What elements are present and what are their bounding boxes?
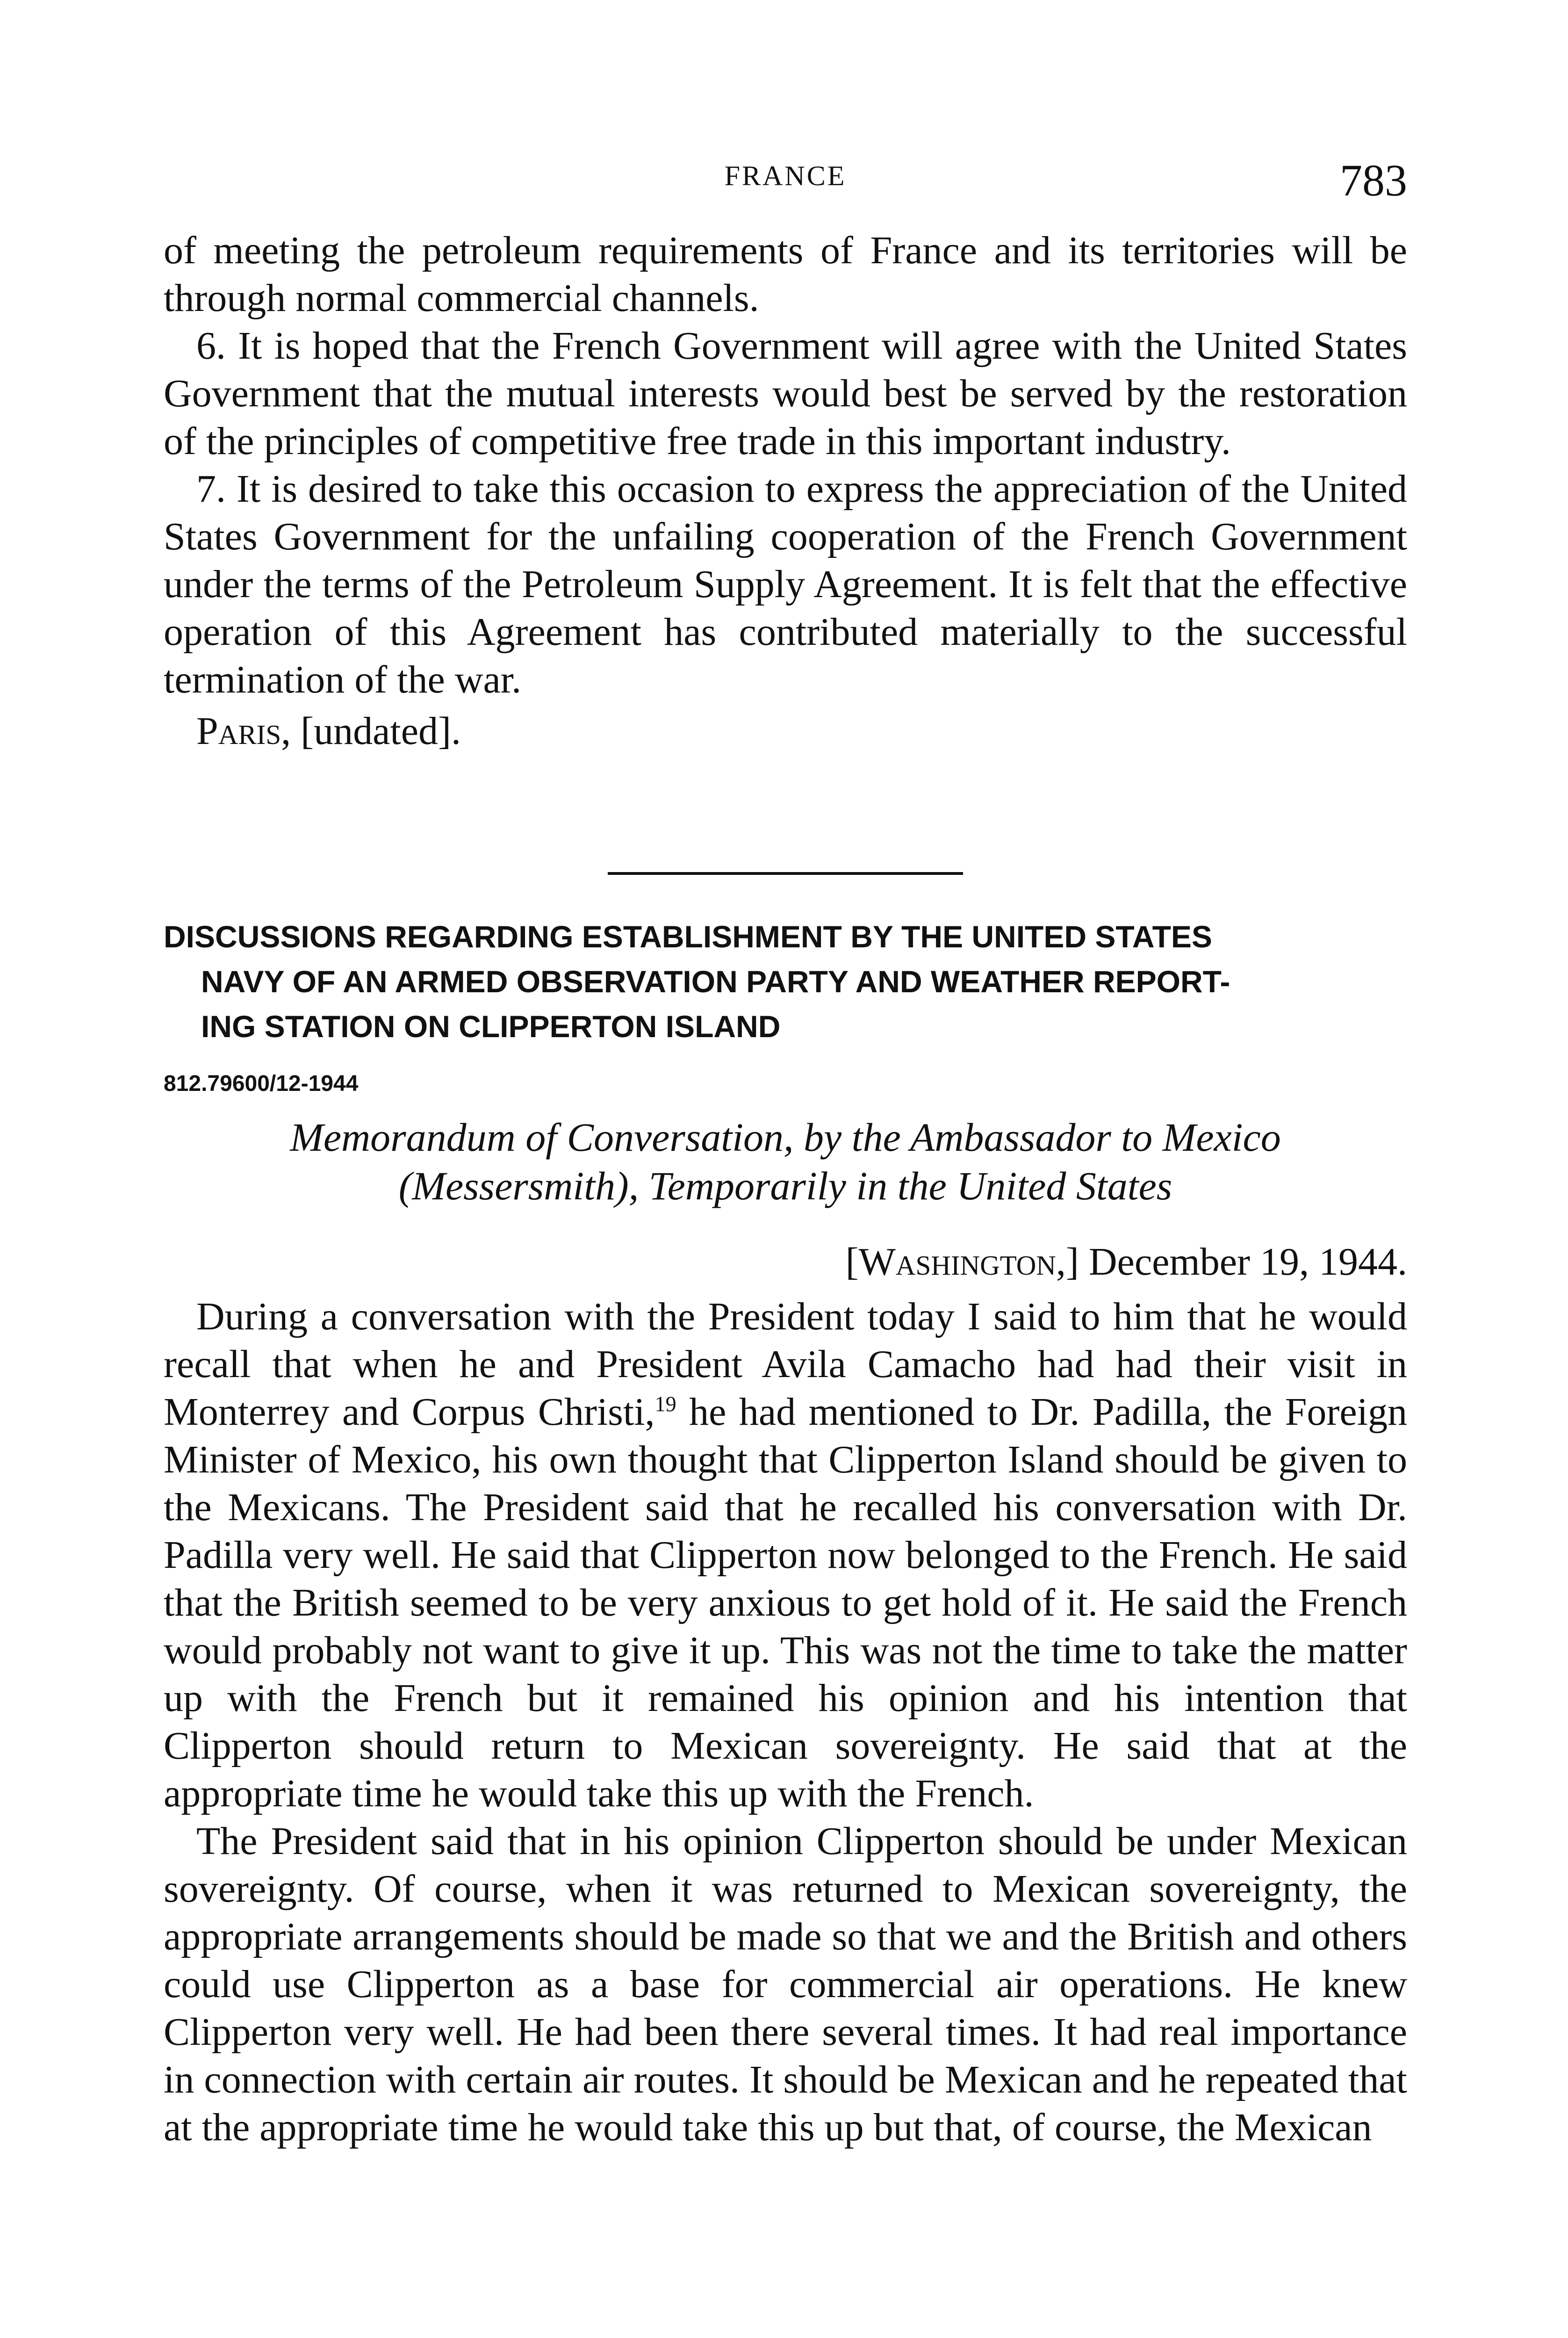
- continued-memorandum-text: [164, 227, 1407, 755]
- paragraph-7: 7. It is desired to take this occasion to express the appreciation of the United States Government for the unfailing cooperation of the French Government under the terms of the Petroleum Supply Agreement. It is felt that the effective operation of this Agreement has contributed materially to the successful termination of the war.: [164, 467, 1407, 701]
- place-name: Paris: [196, 709, 281, 753]
- memo-paragraph-2: The President said that in his opinion Clipperton should be under Mexican sovereignty. Of course, when it was returned to Mexican sovereignty, the appropriate arrangements should be made so that we and the British and others could use Clipperton as a base for commercial air operations. He knew Clipperton very well. He had been there several times. It had real importance in connection with certain air routes. It should be Mexican and he repeated that at the appropriate time he would take this up but that, of course, the Mexican: [164, 1819, 1407, 2149]
- paragraph-6: 6. It is hoped that the French Government will agree with the United States Government that the mutual interests would best be served by the restoration of the principles of competitive free trade in this important industry.: [164, 324, 1407, 463]
- memorandum-body: [164, 1293, 1407, 2151]
- footnote-reference: 19: [655, 1392, 676, 1416]
- dateline-place: Washington: [858, 1240, 1056, 1284]
- dateline-date: ,] December 19, 1944.: [1056, 1240, 1407, 1284]
- running-head: FRANCE: [724, 160, 847, 191]
- section-heading-line-2: NAVY OF AN ARMED OBSERVATION PARTY AND WEATHER REPORT-: [201, 964, 1230, 999]
- page-header: [164, 154, 1407, 206]
- section-heading: [164, 914, 1407, 1049]
- place-line: [164, 707, 1407, 755]
- page-number: 783: [1340, 155, 1407, 205]
- continued-paragraph: of meeting the petroleum requirements of France and its territories will be through normal commercial channels.: [164, 229, 1407, 320]
- section-heading-line-3: ING STATION ON CLIPPERTON ISLAND: [201, 1009, 781, 1044]
- memo-paragraph-1-rest: he had mentioned to Dr. Padilla, the Foreign Minister of Mexico, his own thought that Clipperton Island should be given to the Mexicans. The President said that he recalled his conversation with Dr. Padilla very well. He said that Clipperton now belonged to the French. He said that the British seemed to be very anxious to get hold of it. He said the French would probably not want to give it up. This was not the time to take the matter up with the French but it remained his opinion and his intention that Clipperton should return to Mexican sovereignty. He said that at the appropriate time he would take this up with the French.: [164, 1390, 1407, 1815]
- memo-paragraph-1: [164, 1293, 1407, 1818]
- section-divider: [608, 872, 963, 875]
- dateline-open: [: [845, 1240, 859, 1284]
- memo-title-line-1: Memorandum of Conversation, by the Ambassador to Mexico: [290, 1115, 1281, 1160]
- file-number: 812.79600/12-1944: [164, 1071, 359, 1096]
- section-heading-line-1: DISCUSSIONS REGARDING ESTABLISHMENT BY THE UNITED STATES: [164, 919, 1212, 954]
- place-suffix: , [undated].: [281, 709, 461, 753]
- dateline: [164, 1239, 1407, 1284]
- memo-paragraph-1-start: During a conversation with the President today I said to him that he would recall that when he and President Avila Camacho had had their visit in Monterrey and Corpus Christi,: [164, 1295, 1407, 1434]
- memo-title: [164, 1113, 1407, 1210]
- memo-title-line-2: (Messersmith), Temporarily in the United States: [398, 1163, 1172, 1208]
